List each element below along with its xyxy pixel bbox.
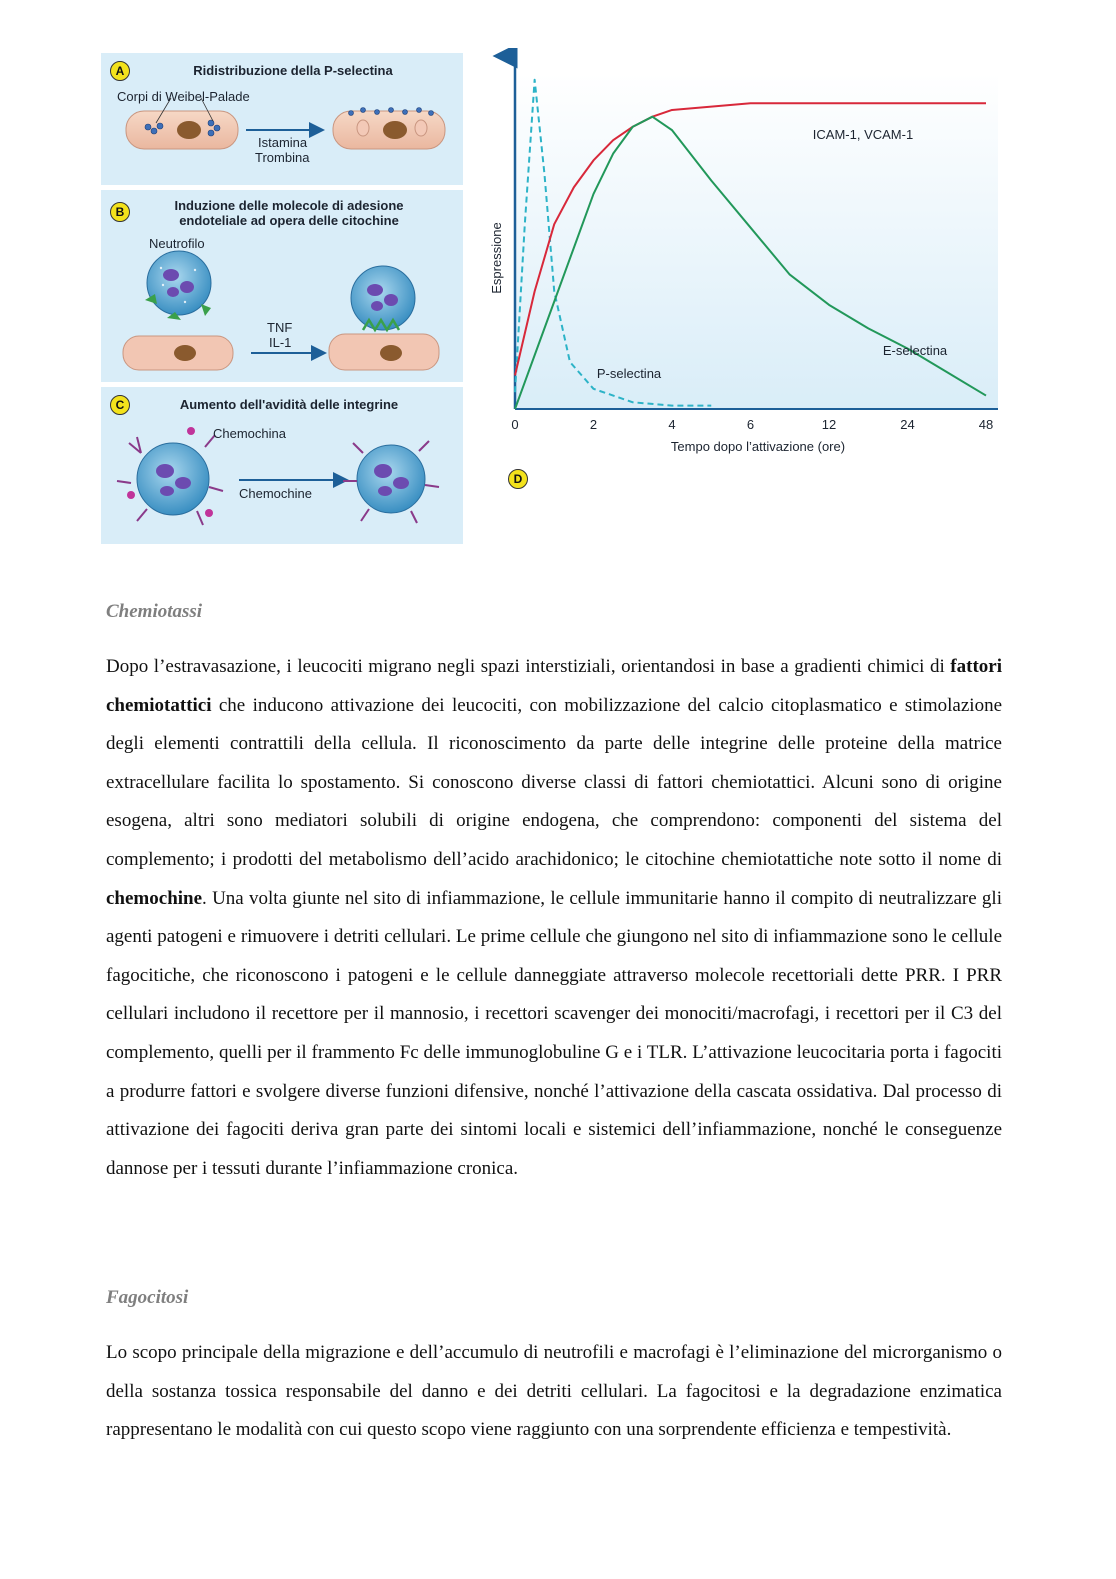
chemochina-label: Chemochina [213, 426, 286, 441]
il1-label: IL-1 [269, 335, 292, 350]
badge-c: C [110, 395, 130, 415]
panel-c [101, 387, 463, 544]
panel-b-title-line-2: endoteliale ad opera delle citochine [179, 213, 399, 228]
chemochine-label: Chemochine [239, 486, 312, 501]
paragraph-fagocitosi [106, 1334, 1002, 1450]
x-tick-label: 24 [900, 417, 915, 432]
tnf-label: TNF [267, 320, 293, 335]
bold-term-chemochine: chemochine [106, 887, 203, 909]
badge-b: B [110, 202, 130, 222]
badge-d: D [508, 469, 528, 489]
paragraph-text: Dopo l’estravasazione, i leucociti migrano negli spazi interstiziali, orientandosi in base a gradienti chimici di [106, 656, 951, 677]
panel-c-title: Aumento dell'avidità delle integrine [179, 397, 399, 412]
panel-a [101, 53, 463, 185]
panel-b [101, 190, 463, 382]
paragraph-chemiotassi [106, 648, 1002, 1188]
x-axis-label: Tempo dopo l’attivazione (ore) [670, 439, 846, 454]
x-tick-label: 12 [821, 417, 837, 432]
weibel-palade-label: Corpi di Weibel-Palade [117, 89, 250, 104]
x-tick-label: 48 [978, 417, 994, 432]
paragraph-text: Lo scopo principale della migrazione e dell’accumulo di neutrofili e macrofagi è l’eliminazione del microrganismo o della sostanza tossica responsabile del danno e dei detriti cellulari. La fagocitosi e la degradazione enzimatica rappresentano le modalità con cui questo scopo viene raggiunto con una sorprendente efficienza e tempestività. [106, 1342, 1002, 1441]
x-tick-label: 6 [746, 417, 755, 432]
paragraph-text: . Una volta giunte nel sito di infiammazione, le cellule immunitarie hanno il compito di neutralizzare gli agenti patogeni e rimuovere i detriti cellulari. Le prime cellule che giungono nel sito di infiammazione sono le cellule fagocitiche, che riconoscono i patogeni e le cellule danneggiate attraverso molecole recettoriali dette PRR. I PRR cellulari includono il recettore per il mannosio, i recettori scavenger dei monociti/macrofagi, i recettori per il C3 del complemento, quelli per il frammento Fc delle immunoglobuline G e i TLR. L’attivazione leucocitaria porta i fagociti a produrre fattori e svolgere diverse funzioni difensive, nonché l’attivazione della cascata ossidativa. Dal processo di attivazione dei fagociti deriva gran parte dei sintomi locali e sistemici dell’infiammazione, nonché le conseguenze dannose per i tessuti durante l’infiammazione cronica. [106, 887, 1002, 1179]
panel-d-chart [483, 48, 1006, 498]
panel-b-title-line-1: Induzione delle molecole di adesione [174, 198, 404, 213]
series-label-p-selectina: P-selectina [596, 366, 662, 381]
section-heading-chemiotassi: Chemiotassi [106, 601, 203, 622]
badge-a: A [110, 61, 130, 81]
y-axis-label: Espressione [489, 222, 504, 294]
bold-term-fattori-chemiotattici: fattori chemiotattici [106, 656, 1002, 716]
figure-adhesion-molecules [101, 48, 1006, 546]
series-label-icam-vcam: ICAM-1, VCAM-1 [812, 127, 914, 142]
paragraph-text: che inducono attivazione dei leucociti, con mobilizzazione del calcio citoplasmatico e stimolazione degli elementi contrattili della cellula. Il riconoscimento da parte delle integrine delle proteine della matrice extracellulare facilita lo spostamento. Si conoscono diverse classi di fattori chemiotattici. Alcuni sono di origine esogena, altri sono mediatori solubili di origine endogena, che comprendono: componenti del sistema del complemento; i prodotti del metabolismo dell’acido arachidonico; le citochine chemiotattiche note sotto il nome di [106, 694, 1002, 870]
trombina-label: Trombina [255, 150, 310, 165]
x-tick-label: 4 [668, 417, 676, 432]
section-heading-fagocitosi: Fagocitosi [106, 1287, 189, 1308]
istamina-label: Istamina [258, 135, 308, 150]
x-tick-label: 0 [511, 417, 519, 432]
panel-a-title: Ridistribuzione della P-selectina [193, 63, 393, 78]
series-label-e-selectina: E-selectina [882, 343, 948, 358]
neutrofilo-label: Neutrofilo [149, 236, 205, 251]
expression-chart [483, 48, 1006, 498]
x-tick-label: 2 [589, 417, 598, 432]
